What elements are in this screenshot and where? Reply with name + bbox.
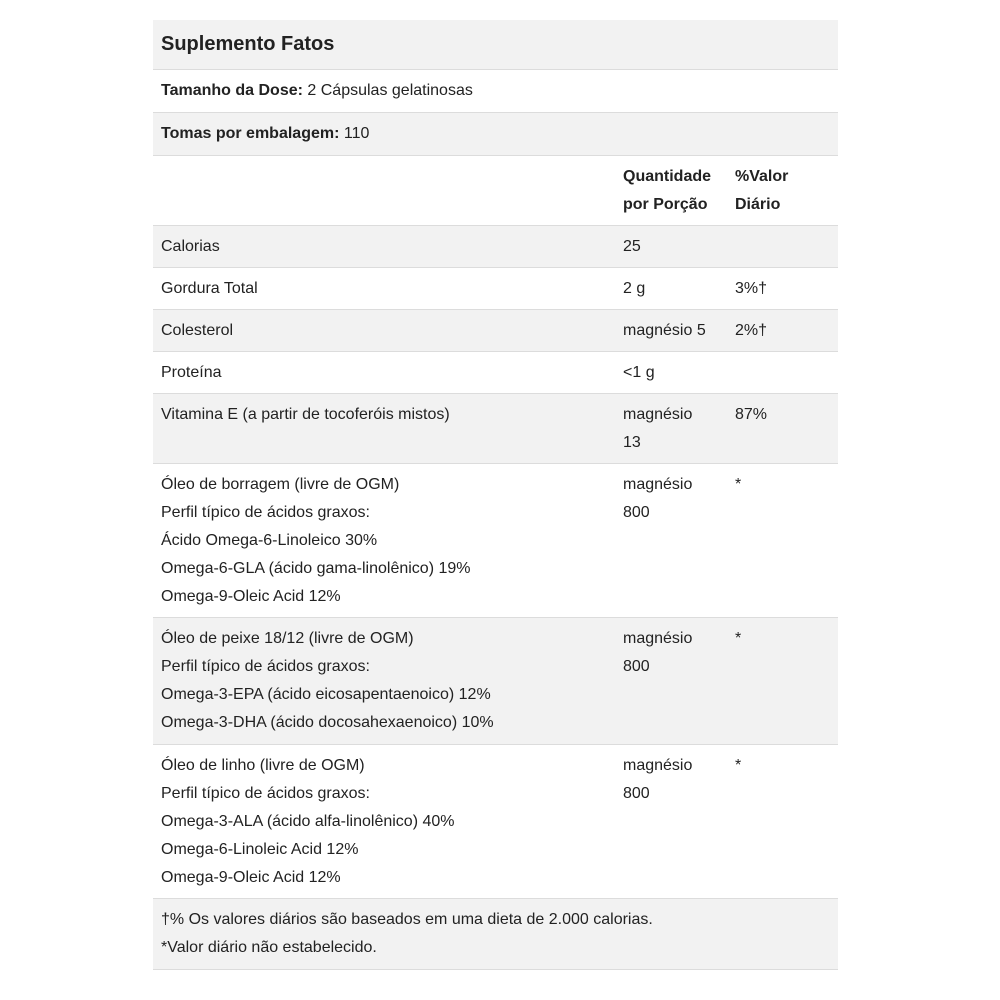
supplement-facts-panel	[153, 20, 838, 970]
nutrient-dv	[735, 359, 838, 393]
nutrient-dv: *	[735, 757, 742, 774]
oil-line: Ácido Omega-6-Linoleico 30%	[161, 532, 378, 549]
oil-line: Óleo de linho (livre de OGM)	[161, 757, 365, 774]
table-row	[153, 310, 838, 352]
oil-line: Perfil típico de ácidos graxos:	[161, 785, 370, 802]
amount-line2: 800	[623, 785, 650, 802]
serving-size-value: 2 Cápsulas gelatinosas	[302, 82, 473, 99]
table-row	[153, 268, 838, 310]
nutrient-amount: <1 g	[623, 364, 655, 381]
nutrient-amount: magnésio 5	[623, 322, 706, 339]
nutrient-name: Calorias	[161, 238, 220, 255]
header-name-cell	[153, 163, 623, 225]
footnote-daily-values: †% Os valores diários são baseados em uma dieta de 2.000 calorias.	[161, 911, 653, 928]
panel-title: Suplemento Fatos	[161, 33, 335, 55]
table-row	[153, 352, 838, 394]
oil-line: Omega-9-Oleic Acid 12%	[161, 588, 341, 605]
nutrient-name: Gordura Total	[161, 280, 258, 297]
amount-line1: magnésio	[623, 406, 693, 423]
table-row	[153, 394, 838, 464]
table-row	[153, 464, 838, 618]
amount-line1: magnésio	[623, 757, 693, 774]
servings-per-container-value: 110	[339, 125, 370, 142]
header-dv-line1: %Valor	[735, 168, 789, 185]
oil-line: Omega-6-Linoleic Acid 12%	[161, 841, 359, 858]
oil-description	[153, 471, 623, 617]
oil-line: Óleo de borragem (livre de OGM)	[161, 476, 400, 493]
servings-per-container-label: Tomas por embalagem:	[161, 125, 340, 142]
header-amount-line2: por Porção	[623, 196, 708, 213]
oil-line: Óleo de peixe 18/12 (livre de OGM)	[161, 630, 414, 647]
oil-description	[153, 625, 623, 744]
oil-line: Omega-3-ALA (ácido alfa-linolênico) 40%	[161, 813, 455, 830]
table-row	[153, 618, 838, 745]
amount-line1: magnésio	[623, 630, 693, 647]
nutrient-dv: 87%	[735, 406, 768, 423]
table-row	[153, 226, 838, 268]
oil-line: Omega-3-EPA (ácido eicosapentaenoico) 12%	[161, 686, 491, 703]
table-row	[153, 745, 838, 899]
nutrient-dv	[735, 233, 838, 267]
header-dv-line2: Diário	[735, 196, 781, 213]
footnotes	[153, 899, 838, 970]
oil-line: Perfil típico de ácidos graxos:	[161, 504, 370, 521]
nutrient-amount	[623, 752, 735, 898]
oil-description	[153, 752, 623, 898]
nutrient-amount: 25	[623, 238, 641, 255]
nutrient-amount	[623, 471, 735, 617]
header-amount-line1: Quantidade	[623, 168, 712, 185]
nutrient-name: Proteína	[161, 364, 222, 381]
nutrient-amount	[623, 401, 735, 463]
nutrient-dv: *	[735, 630, 742, 647]
oil-line: Omega-9-Oleic Acid 12%	[161, 869, 341, 886]
servings-per-container-row	[153, 113, 838, 156]
nutrient-dv: *	[735, 476, 742, 493]
header-daily-value	[735, 163, 838, 225]
nutrient-dv: 3%†	[735, 280, 768, 297]
nutrient-name: Vitamina E (a partir de tocoferóis mistos)	[161, 406, 450, 423]
oil-line: Omega-3-DHA (ácido docosahexaenoico) 10%	[161, 714, 494, 731]
oil-line: Omega-6-GLA (ácido gama-linolênico) 19%	[161, 560, 471, 577]
nutrient-name: Colesterol	[161, 322, 234, 339]
amount-line2: 800	[623, 504, 650, 521]
amount-line2: 13	[623, 434, 641, 451]
oil-line: Perfil típico de ácidos graxos:	[161, 658, 370, 675]
header-amount	[623, 163, 735, 225]
nutrient-dv: 2%†	[735, 322, 768, 339]
serving-size-row	[153, 70, 838, 113]
footnote-not-established: *Valor diário não estabelecido.	[161, 939, 377, 956]
nutrient-amount	[623, 625, 735, 744]
nutrient-amount: 2 g	[623, 280, 646, 297]
table-header	[153, 156, 838, 226]
amount-line1: magnésio	[623, 476, 693, 493]
title-row	[153, 20, 838, 70]
amount-line2: 800	[623, 658, 650, 675]
serving-size-label: Tamanho da Dose:	[161, 82, 303, 99]
